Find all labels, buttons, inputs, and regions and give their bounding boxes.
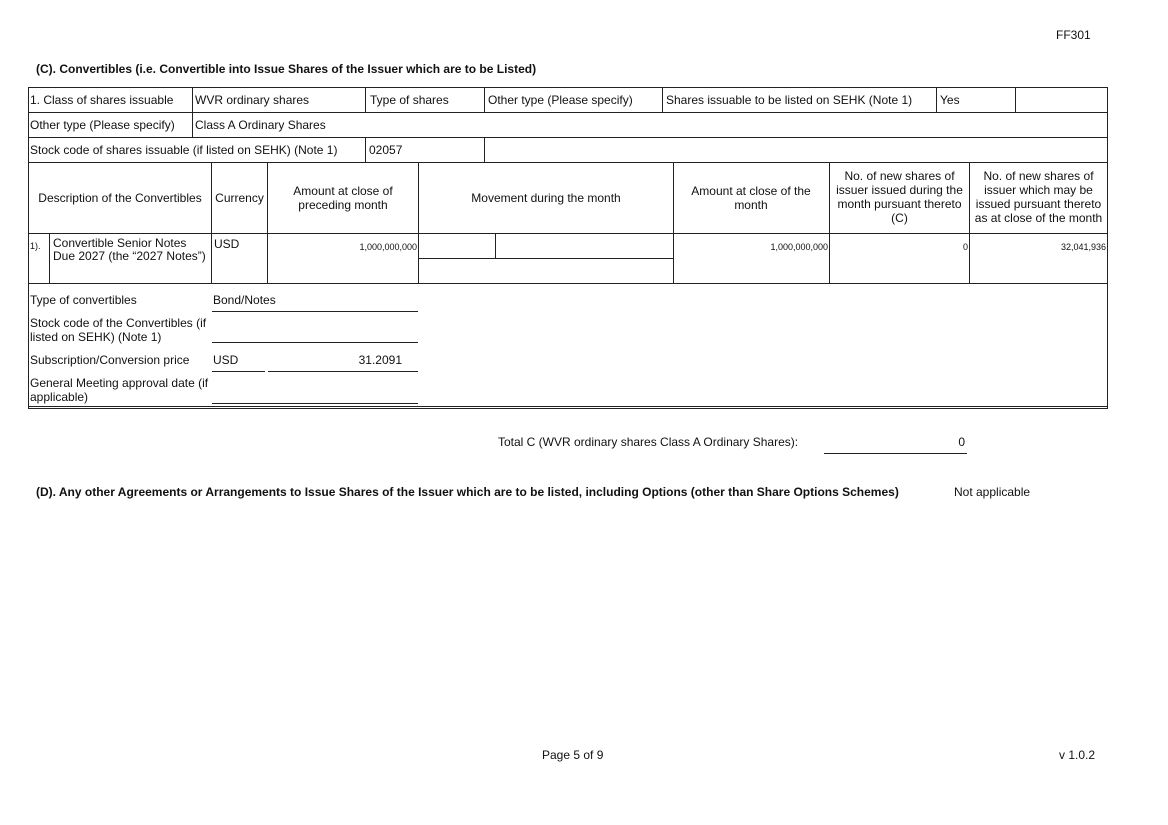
type-label: Type of shares: [370, 93, 449, 107]
section-d-value: Not applicable: [954, 485, 1031, 499]
type-value: Other type (Please specify): [488, 93, 633, 107]
conversion-price-currency: USD: [213, 353, 239, 367]
new-issued-value: 0: [962, 242, 968, 252]
convertible-currency: USD: [214, 237, 240, 251]
conversion-price-label: Subscription/Conversion price: [30, 353, 190, 367]
stock-code-value: 02057: [369, 143, 403, 157]
type-of-convertibles-label: Type of convertibles: [30, 293, 137, 307]
header-currency: Currency: [215, 191, 264, 205]
other-type-label: Other type (Please specify): [30, 118, 175, 132]
conversion-price-value: 31.2091: [358, 353, 402, 367]
sehk-label: Shares issuable to be listed on SEHK (Note 1): [666, 93, 913, 107]
row-index: 1).: [30, 241, 41, 251]
may-issue-value: 32,041,936: [1060, 242, 1106, 252]
amount-prev-value: 1,000,000,000: [359, 242, 417, 252]
convertibles-stock-code-label: Stock code of the Convertibles (if listed on SEHK) (Note 1): [30, 316, 207, 344]
other-type-value: Class A Ordinary Shares: [195, 118, 326, 132]
class-value: WVR ordinary shares: [195, 93, 310, 107]
gm-approval-label: General Meeting approval date (if applicable): [30, 376, 209, 404]
header-may-issue: No. of new shares of issuer which may be issued pursuant thereto as at close of the month: [974, 169, 1103, 225]
section-c-title: (C). Convertibles (i.e. Convertible into Issue Shares of the Issuer which are to be Listed): [36, 62, 537, 76]
class-label: 1. Class of shares issuable: [30, 93, 174, 107]
page-number: Page 5 of 9: [542, 748, 604, 762]
header-amount-close: Amount at close of the month: [691, 184, 811, 212]
sehk-value: Yes: [940, 93, 960, 107]
total-c-label: Total C (WVR ordinary shares Class A Ordinary Shares):: [498, 435, 799, 449]
stock-code-label: Stock code of shares issuable (if listed on SEHK) (Note 1): [30, 143, 338, 157]
section-d-title: (D). Any other Agreements or Arrangements to Issue Shares of the Issuer which are to be listed, including Options (other than Share Options Schemes): [36, 485, 899, 499]
type-of-convertibles-value: Bond/Notes: [213, 293, 276, 307]
header-description: Description of the Convertibles: [38, 191, 202, 205]
header-new-issued: No. of new shares of issuer issued during the month pursuant thereto (C): [836, 169, 963, 225]
total-c-value: 0: [958, 435, 965, 449]
amount-close-value: 1,000,000,000: [770, 242, 828, 252]
convertible-description: Convertible Senior Notes Due 2027 (the “2027 Notes”): [53, 236, 206, 263]
form-code: FF301: [1056, 28, 1091, 42]
header-movement: Movement during the month: [471, 191, 621, 205]
header-amount-prev: Amount at close of preceding month: [293, 184, 393, 212]
form-version: v 1.0.2: [1059, 748, 1096, 762]
